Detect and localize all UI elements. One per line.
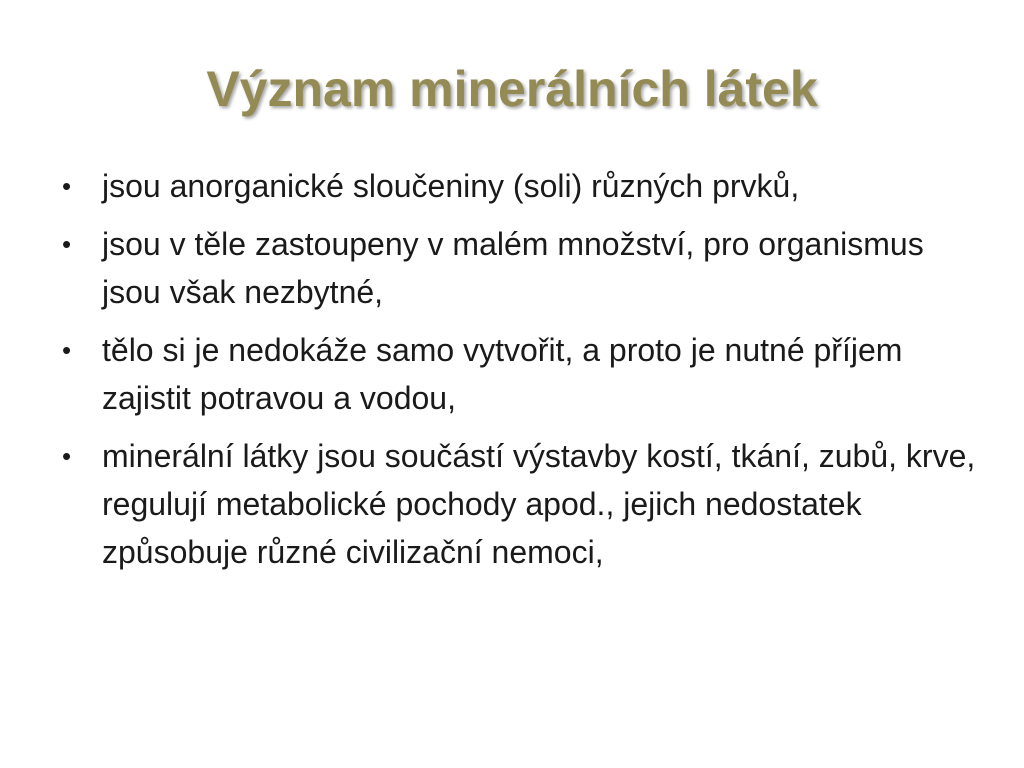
bullet-text: jsou v těle zastoupeny v malém množství, pro organismus jsou však nezbytné,: [102, 226, 924, 310]
bullet-icon: •: [62, 171, 72, 201]
bullet-icon: •: [62, 441, 72, 471]
bullet-list: [62, 162, 982, 586]
bullet-text: jsou anorganické sloučeniny (soli) různých prvků,: [102, 168, 800, 204]
list-item: [62, 220, 982, 316]
list-item: [62, 162, 982, 210]
bullet-text: minerální látky jsou součástí výstavby kostí, tkání, zubů, krve, regulují metabolické pochody apod., jejich nedostatek způsobuje různé civilizační nemoci,: [102, 438, 976, 570]
bullet-icon: •: [62, 229, 72, 259]
slide-title: Význam minerálních látek: [206, 61, 818, 117]
bullet-text: tělo si je nedokáže samo vytvořit, a proto je nutné příjem zajistit potravou a vodou,: [102, 332, 903, 416]
list-item: [62, 326, 982, 422]
bullet-icon: •: [62, 335, 72, 365]
list-item: [62, 432, 982, 576]
